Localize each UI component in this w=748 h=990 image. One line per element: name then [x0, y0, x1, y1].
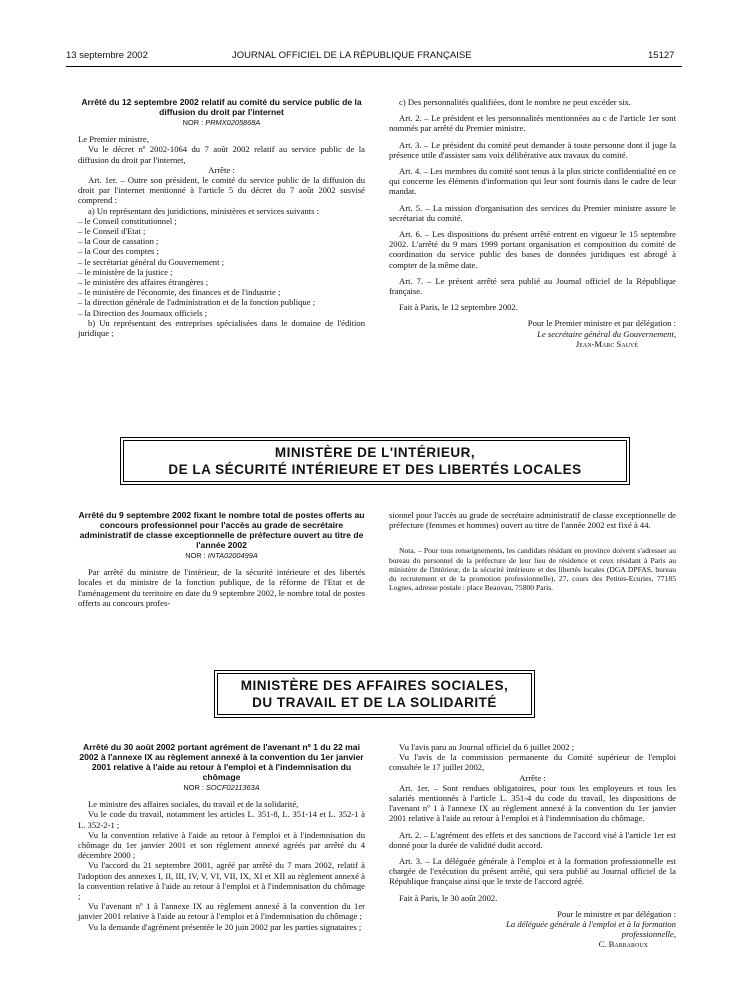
s1-line: c) Des personnalités qualifiées, dont le nombre ne peut excéder six.	[399, 97, 631, 107]
s1-list-item: – le ministère de l'économie, des finances et de l'industrie ;	[78, 287, 281, 298]
s1-line: Vu le décret nº 2002-1064 du 7 août 2002 relatif au service public de la diffusion du droit par l'internet,	[78, 144, 365, 165]
ministry-banner-interieur	[120, 437, 630, 485]
s1-article: Art. 2. – Le président et les personnalités mentionnées au c de l'article 1er sont nommés par arrêté du Premier ministre.	[389, 113, 676, 134]
s1-line: a) Un représentant des juridictions, ministères et services suivants :	[88, 205, 320, 216]
s1-article: Art. 5. – La mission d'organisation des services du Premier ministre assure le secrétariat du comité.	[389, 202, 676, 223]
s3-left-column	[78, 742, 365, 932]
s1-done: Fait à Paris, le 12 septembre 2002.	[399, 302, 518, 313]
s2-note: Nota. – Pour tous renseignements, les candidats résidant en province doivent s'adresser au bureau du personnel de la préfecture de leur lieu de résidence et ceux résidant à Paris au ministère de l'intérieur, de la sécurité intérieure et des libertés locales (DGA DPFAS, bureau du recrutement et de la promotion professionnelle), 27, cours des Petites-Ecuries, 77185 Lognes, adresse postale : place Beauvau, 75800 Paris.	[389, 546, 676, 593]
banner-line: DE LA SÉCURITÉ INTÉRIEURE ET DES LIBERTÉS LOCALES	[168, 462, 582, 477]
s1-list-item: – le secrétariat général du Gouvernement ;	[78, 256, 225, 267]
s1-list-item: – le Conseil constitutionnel ;	[78, 215, 177, 226]
s2-title: Arrêté du 9 septembre 2002 fixant le nombre total de postes offerts au concours professionnel pour l'accès au grade de secrétaire administratif de classe exceptionnelle de préfecture ouvert au titre de l'année 2002	[78, 510, 365, 550]
s1-line: Le Premier ministre,	[78, 134, 149, 145]
s2-left-column	[78, 510, 365, 608]
s1-list-item: – la Direction des Journaux officiels ;	[78, 307, 208, 318]
s3-article: Art. 2. – L'agrément des effets et des sanctions de l'accord visé à l'article 1er est donné pour la durée de validité dudit accord.	[389, 829, 676, 850]
s3-line: Vu la demande d'agrément présentée le 20 juin 2002 par les parties signataires ;	[88, 921, 362, 932]
header-date: 13 septembre 2002	[66, 50, 148, 61]
s3-signature-title: La déléguée générale à l'emploi et à la formation professionnelle,	[506, 919, 676, 940]
banner-line: MINISTÈRE DES AFFAIRES SOCIALES,	[240, 678, 509, 693]
s1-signature-title: Le secrétaire général du Gouvernement,	[537, 328, 676, 339]
s2-body-continued: sionnel pour l'accès au grade de secrétaire administratif de classe exceptionnelle de préfecture (femmes et hommes) ouvert au titre de l'année 2002 est fixé à 44.	[389, 510, 676, 531]
s1-line: Art. 1er. – Outre son président, le comité du service public de la diffusion du droit par l'internet mentionné à l'article 5 du décret du 7 août 2002 susvisé comprend :	[78, 175, 365, 206]
banner-line: DU TRAVAIL ET DE LA SOLIDARITÉ	[252, 695, 497, 710]
s3-article: Art. 3. – La déléguée générale à l'emploi et à la formation professionnelle est chargée de l'exécution du présent arrêté, qui sera publié au Journal officiel de la République française ainsi que le texte de l'accord agréé.	[389, 856, 676, 887]
s3-article: Art. 1er. – Sont rendues obligatoires, pour tous les employeurs et tous les salariés mentionnés à l'article L. 351-4 du code du travail, les dispositions de l'avenant nº 1 à l'annexe IX au règlement annexé à la convention du 1er janvier 2001 relative à l'aide au retour à l'emploi et à l'indemnisation du chômage.	[389, 782, 676, 824]
s3-signature-line: Pour le ministre et par délégation :	[557, 908, 676, 919]
s1-list-item: – la Cour de cassation ;	[78, 236, 159, 247]
s1-list-item: – la Cour des comptes ;	[78, 246, 159, 257]
s3-line: Arrête :	[519, 772, 546, 783]
s3-line: Vu l'avenant nº 1 à l'annexe IX au règlement annexé à la convention du 1er janvier 2001 relative à l'aide au retour à l'emploi et à l'indemnisation du chômage ;	[78, 901, 365, 922]
s1-left-column	[78, 97, 365, 338]
s1-list-item: – la direction générale de l'administration et de la fonction publique ;	[78, 297, 316, 308]
s3-right-column	[389, 742, 676, 950]
header-journal-title: JOURNAL OFFICIEL DE LA RÉPUBLIQUE FRANÇAISE	[232, 50, 472, 61]
s1-title: Arrêté du 12 septembre 2002 relatif au comité du service public de la diffusion du droit par l'internet	[81, 97, 362, 117]
ministry-banner-affaires-sociales	[214, 670, 535, 718]
header-page-number: 15127	[648, 50, 675, 61]
s2-body: Par arrêté du ministre de l'intérieur, de la sécurité intérieure et des libertés locales et du ministre de la fonction publique, de la réforme de l'Etat et de l'aménagement du territoire en date du 9 septembre 2002, le nombre total de postes offerts au concours profes-	[78, 567, 365, 608]
s3-line: Vu la convention relative à l'aide au retour à l'emploi et à l'indemnisation du chômage du 1er janvier 2001 et son règlement annexé agréés par arrêté du 4 décembre 2000 ;	[78, 829, 365, 861]
s1-article: Art. 3. – Le président du comité peut demander à toute personne dont il juge la présence utile d'assister sans voix délibérative aux travaux du comité.	[389, 139, 676, 160]
banner-line: MINISTÈRE DE L'INTÉRIEUR,	[274, 445, 476, 460]
s1-line: Arrête :	[208, 164, 235, 175]
s1-list-item: – le ministère des affaires étrangères ;	[78, 277, 209, 288]
s3-title: Arrêté du 30 août 2002 portant agrément de l'avenant nº 1 du 22 mai 2002 à l'annexe IX au règlement annexé à la convention du 1er janvier 2001 relative à l'aide au retour à l'emploi et à l'indemnisation du chômage	[79, 742, 364, 782]
s2-nor: NOR : INTA0200499A	[185, 551, 258, 560]
header-rule	[66, 66, 682, 67]
s3-signature-name: C. Barbaroux	[598, 939, 648, 950]
s1-article: Art. 7. – Le présent arrêté sera publié au Journal officiel de la République française.	[389, 275, 676, 297]
s3-nor: NOR : SOCF0211363A	[183, 783, 260, 792]
s1-nor: NOR : PRMX0205868A	[182, 118, 261, 127]
s1-list-item: – le ministère de la justice ;	[78, 266, 173, 277]
s1-signature-name: Jean-Marc Sauvé	[575, 338, 638, 349]
s1-list-item: – le Conseil d'Etat ;	[78, 226, 146, 237]
s1-article: Art. 6. – Les dispositions du présent arrêté entrent en vigueur le 15 septembre 2002. L'arrêté du 9 mars 1999 portant organisation et composition du comité de coordination du service public des bases de données juridiques est abrogé à compter de la même date.	[389, 229, 676, 270]
s3-line: Vu l'avis de la commission permanente du Comité supérieur de l'emploi consultée le 17 juillet 2002,	[389, 752, 676, 773]
s1-right-column	[389, 97, 676, 349]
s3-line: Vu le code du travail, notamment les articles L. 351-8, L. 351-14 et L. 352-1 à L. 352-2-1 ;	[78, 809, 365, 830]
s2-right-column	[389, 510, 676, 592]
s3-done: Fait à Paris, le 30 août 2002.	[399, 892, 498, 903]
s3-line: Vu l'avis paru au Journal officiel du 6 juillet 2002 ;	[399, 742, 575, 752]
s1-article: Art. 4. – Les membres du comité sont tenus à la plus stricte confidentialité en ce qui concerne les éléments d'information qui leur sont fournis dans le cadre de leur mandat.	[389, 166, 676, 197]
s3-line: Le ministre des affaires sociales, du travail et de la solidarité,	[88, 799, 299, 810]
s3-line: Vu l'accord du 21 septembre 2001, agréé par arrêté du 7 mars 2002, relatif à l'adoption des annexes I, II, III, IV, V, VI, VII, IX, XI et XII au règlement annexé à la convention relative à l'aide au retour à l'emploi et à l'indemnisation du chômage ;	[78, 860, 365, 902]
s1-line: b) Un représentant des entreprises spécialisées dans le domaine de l'édition juridique ;	[78, 317, 365, 339]
s1-signature-line: Pour le Premier ministre et par délégation :	[527, 318, 676, 329]
